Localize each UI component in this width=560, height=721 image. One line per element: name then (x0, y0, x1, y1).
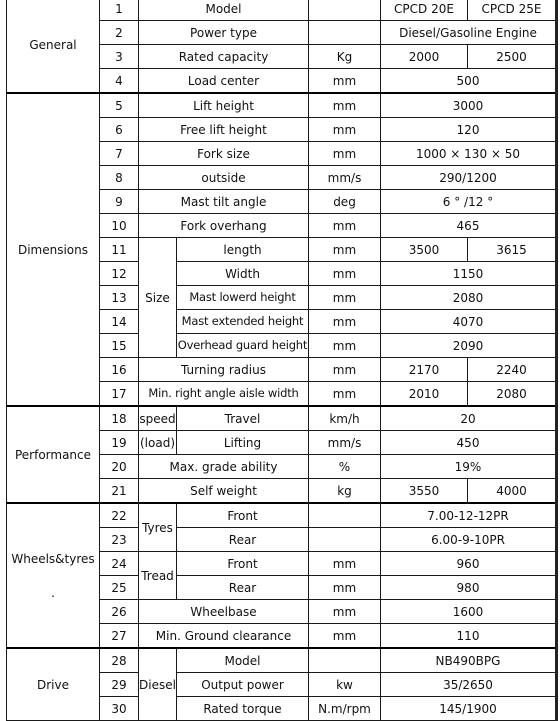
value: 6 ° /12 ° (381, 190, 556, 214)
row-number: 3 (100, 45, 139, 69)
param-name: Rear (177, 528, 309, 552)
param-unit: deg (309, 190, 381, 214)
param-name: Rated torque (177, 697, 309, 721)
subgroup-diesel: Diesel (139, 648, 177, 721)
row-number: 2 (100, 21, 139, 45)
param-unit: mm (309, 624, 381, 649)
param-name: Rated capacity (139, 45, 309, 69)
param-name: Mast extended height (177, 310, 309, 334)
row-number: 17 (100, 382, 139, 407)
param-unit: mm (309, 69, 381, 94)
value-cpcd20e: 3500 (381, 238, 468, 262)
param-name: Wheelbase (139, 600, 309, 624)
value: 19% (381, 455, 556, 479)
param-name: length (177, 238, 309, 262)
value: 145/1900 (381, 697, 556, 721)
param-name: Max. grade ability (139, 455, 309, 479)
value: 1150 (381, 262, 556, 286)
param-name: Min. Ground clearance (139, 624, 309, 649)
value: 290/1200 (381, 166, 556, 190)
subgroup-tread: Tread (139, 552, 177, 600)
param-name: Fork overhang (139, 214, 309, 238)
group-wheels-mark: . (51, 585, 55, 600)
value-cpcd25e: 2240 (468, 358, 556, 382)
param-unit: kg (309, 479, 381, 504)
param-name: Power type (139, 21, 309, 45)
value-cpcd25e: CPCD 25E (468, 0, 556, 21)
row-number: 5 (100, 93, 139, 118)
row-number: 25 (100, 576, 139, 600)
value: 2080 (381, 286, 556, 310)
group-drive: Drive (7, 648, 100, 721)
param-name: Front (177, 552, 309, 576)
value: 4070 (381, 310, 556, 334)
param-unit (309, 648, 381, 673)
param-unit: mm (309, 334, 381, 358)
value: 2090 (381, 334, 556, 358)
param-name: Front (177, 503, 309, 528)
param-unit: mm (309, 576, 381, 600)
row-number: 28 (100, 648, 139, 673)
value-cpcd20e: 2000 (381, 45, 468, 69)
value: 120 (381, 118, 556, 142)
param-unit (309, 528, 381, 552)
value: 980 (381, 576, 556, 600)
row-number: 29 (100, 673, 139, 697)
table-row (7, 406, 556, 431)
param-unit: Kg (309, 45, 381, 69)
row-number: 11 (100, 238, 139, 262)
row-number: 4 (100, 69, 139, 94)
row-number: 13 (100, 286, 139, 310)
value-cpcd25e: 4000 (468, 479, 556, 504)
value: 1600 (381, 600, 556, 624)
param-unit: mm (309, 552, 381, 576)
row-number: 18 (100, 406, 139, 431)
row-number: 12 (100, 262, 139, 286)
row-number: 24 (100, 552, 139, 576)
value-cpcd20e: CPCD 20E (381, 0, 468, 21)
value: 1000 × 130 × 50 (381, 142, 556, 166)
param-name: Rear (177, 576, 309, 600)
row-number: 22 (100, 503, 139, 528)
value: 6.00-9-10PR (381, 528, 556, 552)
value: 20 (381, 406, 556, 431)
param-name: Width (177, 262, 309, 286)
row-number: 19 (100, 431, 139, 455)
param-unit: % (309, 455, 381, 479)
param-name: Self weight (139, 479, 309, 504)
param-unit: mm/s (309, 431, 381, 455)
value: 35/2650 (381, 673, 556, 697)
value-cpcd25e: 2080 (468, 382, 556, 407)
param-unit: kw (309, 673, 381, 697)
value: Diesel/Gasoline Engine (381, 21, 556, 45)
value: 450 (381, 431, 556, 455)
param-unit (309, 503, 381, 528)
value-cpcd25e: 3615 (468, 238, 556, 262)
value: 3000 (381, 93, 556, 118)
param-name: Fork size (139, 142, 309, 166)
param-unit: mm (309, 142, 381, 166)
row-number: 8 (100, 166, 139, 190)
group-dimensions: Dimensions (7, 93, 100, 406)
param-name: Min. right angle aisle width (139, 382, 309, 407)
param-name: Overhead guard height (177, 334, 309, 358)
param-name: outside (139, 166, 309, 190)
param-name: Mast lowerd height (177, 286, 309, 310)
param-unit: mm (309, 358, 381, 382)
param-unit: mm (309, 214, 381, 238)
value: 960 (381, 552, 556, 576)
value: 465 (381, 214, 556, 238)
value: 7.00-12-12PR (381, 503, 556, 528)
row-number: 10 (100, 214, 139, 238)
subgroup-load: (load) (139, 431, 177, 455)
param-name: Turning radius (139, 358, 309, 382)
param-unit: mm/s (309, 166, 381, 190)
param-name: Travel (177, 406, 309, 431)
value-cpcd20e: 3550 (381, 479, 468, 504)
param-name: Model (139, 0, 309, 21)
row-number: 23 (100, 528, 139, 552)
row-number: 21 (100, 479, 139, 504)
param-unit: mm (309, 286, 381, 310)
row-number: 26 (100, 600, 139, 624)
row-number: 7 (100, 142, 139, 166)
subgroup-size: Size (139, 238, 177, 358)
row-number: 20 (100, 455, 139, 479)
group-general: General (7, 0, 100, 93)
param-unit (309, 21, 381, 45)
param-name: Lifting (177, 431, 309, 455)
value-cpcd20e: 2010 (381, 382, 468, 407)
subgroup-speed: speed (139, 406, 177, 431)
value-cpcd20e: 2170 (381, 358, 468, 382)
row-number: 15 (100, 334, 139, 358)
param-unit: mm (309, 93, 381, 118)
table-row (7, 93, 556, 118)
row-number: 6 (100, 118, 139, 142)
param-unit: mm (309, 262, 381, 286)
table-row (7, 0, 556, 21)
row-number: 30 (100, 697, 139, 721)
param-name: Load center (139, 69, 309, 94)
param-unit: mm (309, 600, 381, 624)
param-unit (309, 0, 381, 21)
param-unit: mm (309, 118, 381, 142)
spec-table (6, 0, 556, 721)
param-name: Mast tilt angle (139, 190, 309, 214)
group-performance: Performance (7, 406, 100, 503)
value: 500 (381, 69, 556, 94)
subgroup-tyres: Tyres (139, 503, 177, 552)
param-name: Lift height (139, 93, 309, 118)
param-unit: mm (309, 310, 381, 334)
value-cpcd25e: 2500 (468, 45, 556, 69)
row-number: 9 (100, 190, 139, 214)
group-wheels-tyres (7, 503, 100, 648)
param-unit: mm (309, 382, 381, 407)
value: NB490BPG (381, 648, 556, 673)
param-name: Free lift height (139, 118, 309, 142)
table-row (7, 503, 556, 528)
param-name: Model (177, 648, 309, 673)
row-number: 16 (100, 358, 139, 382)
value: 110 (381, 624, 556, 649)
param-unit: km/h (309, 406, 381, 431)
param-unit: N.m/rpm (309, 697, 381, 721)
row-number: 1 (100, 0, 139, 21)
param-unit: mm (309, 238, 381, 262)
row-number: 14 (100, 310, 139, 334)
row-number: 27 (100, 624, 139, 649)
group-wheels-label: Wheels&tyres (11, 551, 95, 566)
param-name: Output power (177, 673, 309, 697)
table-row (7, 648, 556, 673)
